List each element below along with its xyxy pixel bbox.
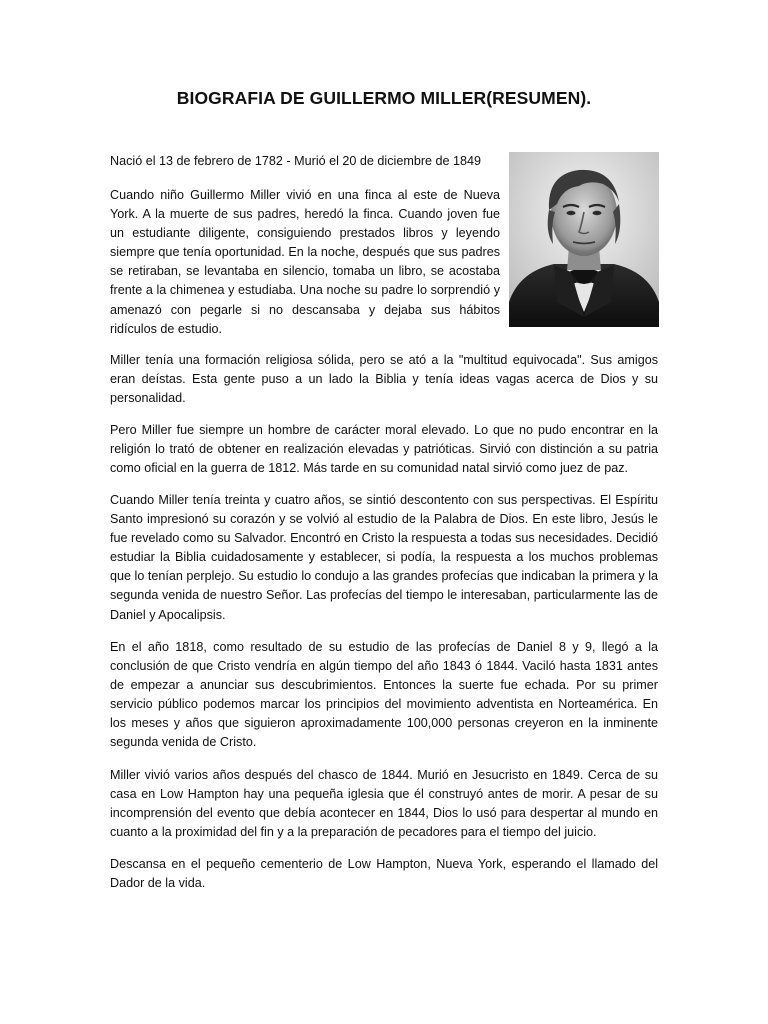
document-title: BIOGRAFIA DE GUILLERMO MILLER(RESUMEN). bbox=[176, 88, 592, 108]
paragraph-2: Miller tenía una formación religiosa sólida, pero se ató a la "multitud equivocada". Sus amigos eran deístas. Esta gente puso a un lado la Biblia y tenía ideas vagas acerca de Dios y su personalidad. bbox=[110, 353, 658, 406]
paragraph-4: Cuando Miller tenía treinta y cuatro años, se sintió descontento con sus perspectivas. El Espíritu Santo impresionó su corazón y se volvió al estudio de la Palabra de Dios. En este libro, Jesús le fue revelado como su Salvador. Encontró en Cristo la respuesta a todas sus necesidades. Decidió estudiar la Biblia cuidadosamente y establecer, si podía, la respuesta a los muchos problemas que lo tenían perplejo. Su estudio lo condujo a las grandes profecías que indicaban la primera y la segunda venida de nuestro Señor. Las profecías del tiempo le interesaban, particularmente las de Daniel y Apocalipsis. bbox=[110, 493, 658, 622]
paragraph-3: Pero Miller fue siempre un hombre de carácter moral elevado. Lo que no pudo encontrar en la religión lo trató de obtener en realización elevadas y patrióticas. Sirvió con distinción a su patria como oficial en la guerra de 1812. Más tarde en su comunidad natal sirvió como juez de paz. bbox=[110, 423, 658, 476]
portrait-image bbox=[509, 152, 659, 327]
paragraph-5: En el año 1818, como resultado de su estudio de las profecías de Daniel 8 y 9, llegó a la conclusión de que Cristo vendría en algún tiempo del año 1843 ó 1844. Vaciló hasta 1831 antes de empezar a anunciar sus descubrimientos. Entonces la suerte fue echada. Por su primer servicio público podemos marcar los principios del movimiento adventista en Norteamérica. En los meses y años que siguieron aproximadamente 100,000 personas creyeron en la inminente segunda venida de Cristo. bbox=[110, 640, 658, 750]
paragraph-1: Cuando niño Guillermo Miller vivió en una finca al este de Nueva York. A la muerte de sus padres, heredó la finca. Cuando joven fue un estudiante diligente, consiguiendo prestados libros y leyendo siempre que tenía oportunidad. En la noche, después que sus padres se retiraban, se levantaba en silencio, tomaba un libro, se acostaba frente a la chimenea y estudiaba. Una noche su padre lo sorprendió y amenazó con pegarle si no descansaba y dejaba sus hábitos ridículos de estudio. bbox=[110, 188, 500, 336]
paragraph-7: Descansa en el pequeño cementerio de Low Hampton, Nueva York, esperando el llamado del Dador de la vida. bbox=[110, 857, 658, 891]
paragraph-6: Miller vivió varios años después del chasco de 1844. Murió en Jesucristo en 1849. Cerca de su casa en Low Hampton hay una pequeña iglesia que él construyó antes de morir. A pesar de su incomprensión del evento que debía acontecer en 1844, Dios lo usó para despertar al mundo en cuanto a la proximidad del fin y a la preparación de pecadores para el tiempo del juicio. bbox=[110, 768, 658, 840]
birth-death-dates: Nació el 13 de febrero de 1782 - Murió el 20 de diciembre de 1849 bbox=[110, 154, 482, 168]
